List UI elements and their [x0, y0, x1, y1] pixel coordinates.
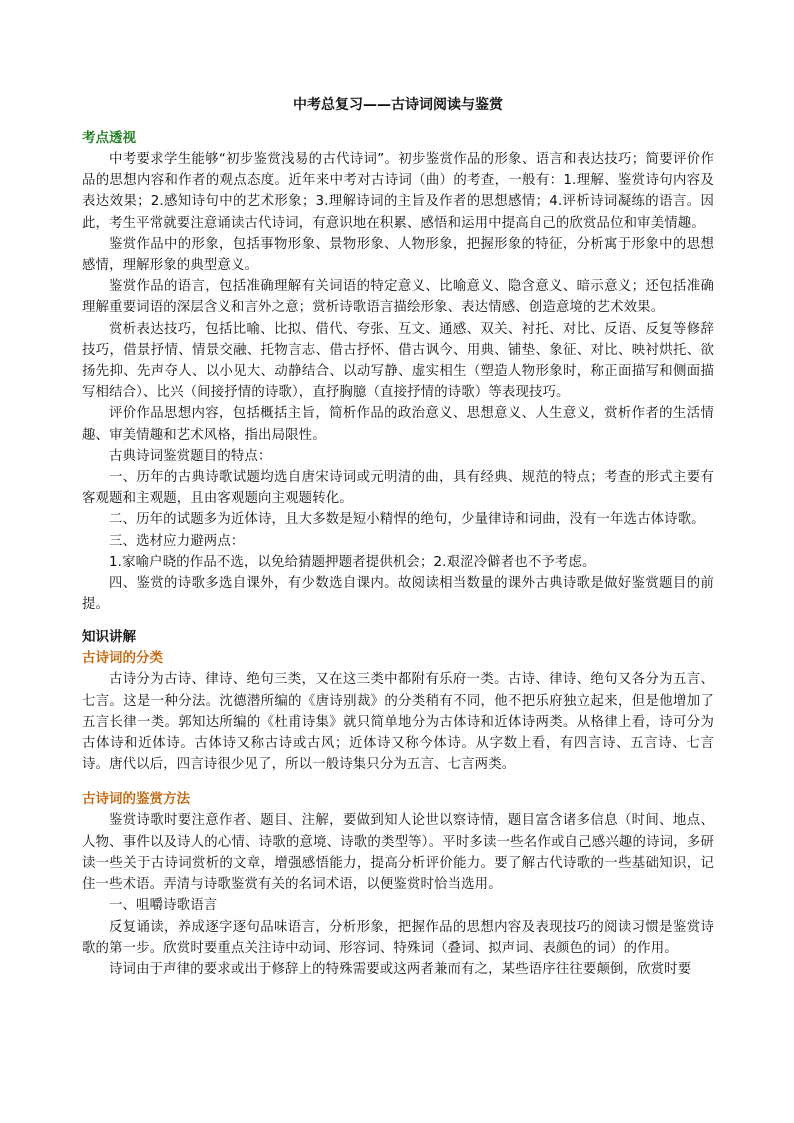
section-heading-exam-focus: 考点透视	[82, 130, 136, 146]
paragraph: 诗词由于声律的要求或出于修辞上的特殊需要或这两者兼而有之，某些语序往往要颠倒，欣赏时要	[109, 961, 692, 977]
paragraph: 鉴赏作品的语言，包括准确理解有关词语的特定意义、比喻意义、隐含意义、暗示意义；还包括准确理解重要词语的深层含义和言外之意；赏析诗歌语言描绘形象、表达情感、创造意境的艺术效果。	[82, 279, 714, 316]
paragraph: 中考要求学生能够“初步鉴赏浅易的古代诗词”。初步鉴赏作品的形象、语言和表达技巧；简要评价作品的思想内容和作者的观点态度。近年来中考对古诗词（曲）的考查，一般有：1.理解、鉴赏诗句内容及表达效果；2.感知诗句中的艺术形象；3.理解诗词的主旨及作者的思想感情；4.评析诗词凝练的语言。因此，考生平常就要注意诵读古代诗词，有意识地在积累、感悟和运用中提高自己的欣赏品位和审美情趣。	[82, 152, 714, 231]
page-title: 中考总复习——古诗词阅读与鉴赏	[293, 97, 503, 113]
section-heading-knowledge: 知识讲解	[82, 629, 136, 646]
paragraph: 评价作品思想内容，包括概括主旨，简析作品的政治意义、思想意义、人生意义，赏析作者的生活情趣、审美情趣和艺术风格，指出局限性。	[82, 406, 714, 443]
paragraph: 1.家喻户晓的作品不选，以免给猜题押题者提供机会；2.艰涩冷僻者也不予考虑。	[109, 554, 596, 570]
paragraph: 鉴赏诗歌时要注意作者、题目、注解，要做到知人论世以察诗情，题目富含诸多信息（时间、地点、人物、事件以及诗人的心情、诗歌的意境、诗歌的类型等）。平时多读一些名作或自己感兴趣的诗词，多研读一些关于古诗词赏析的文章，增强感悟能力，提高分析评价能力。要了解古代诗歌的一些基础知识，记住一些术语。弄清与诗歌鉴赏有关的名词术语，以便鉴赏时恰当选用。	[82, 813, 714, 893]
paragraph: 赏析表达技巧，包括比喻、比拟、借代、夸张、互文、通感、双关、衬托、对比、反语、反复等修辞技巧，借景抒情、情景交融、托物言志、借古抒怀、借古讽今、用典、铺垫、象征、对比、映衬烘托、欲扬先抑、先声夺人、以小见大、动静结合、以动写静、虚实相生（塑造人物形象时，称正面描写和侧面描写相结合）、比兴（间接抒情的诗歌），直抒胸臆（直接抒情的诗歌）等表现技巧。	[82, 321, 714, 401]
spacer	[82, 775, 714, 789]
subsection-heading-methods: 古诗词的鉴赏方法	[82, 791, 190, 808]
subsection-heading-classification: 古诗词的分类	[82, 650, 163, 667]
paragraph: 古诗分为古诗、律诗、绝句三类，又在这三类中都附有乐府一类。古诗、律诗、绝句又各分为五言、七言。这是一种分法。沈德潜所编的《唐诗别裁》的分类稍有不同，他不把乐府独立起来，但是他增加了五言长律一类。郭知达所编的《杜甫诗集》就只简单地分为古体诗和近体诗两类。从格律上看，诗可分为古体诗和近体诗。古体诗又称古诗或古风；近体诗又称今体诗。从字数上看，有四言诗、五言诗、七言诗。唐代以后，四言诗很少见了，所以一般诗集只分为五言、七言两类。	[82, 672, 714, 773]
spacer	[82, 615, 714, 627]
paragraph: 四、鉴赏的诗歌多选自课外，有少数选自课内。故阅读相当数量的课外古典诗歌是做好鉴赏题目的前提。	[82, 576, 714, 613]
paragraph: 反复诵读，养成逐字逐句品味语言，分析形象，把握作品的思想内容及表现技巧的阅读习惯是鉴赏诗歌的第一步。欣赏时要重点关注诗中动词、形容词、特殊词（叠词、拟声词、表颜色的词）的作用。	[82, 919, 714, 956]
document-body	[82, 94, 714, 980]
paragraph: 一、咀嚼诗歌语言	[109, 898, 218, 914]
paragraph: 一、历年的古典诗歌试题均选自唐宋诗词或元明清的曲，具有经典、规范的特点；考查的形式主要有客观题和主观题，且由客观题向主观题转化。	[82, 470, 714, 507]
paragraph: 二、历年的试题多为近体诗，且大多数是短小精悍的绝句，少量律诗和词曲，没有一年选古体诗歌。	[109, 512, 705, 528]
paragraph: 三、选材应力避两点：	[109, 533, 245, 549]
paragraph: 鉴赏作品中的形象，包括事物形象、景物形象、人物形象，把握形象的特征，分析寓于形象中的思想感情，理解形象的典型意义。	[82, 236, 714, 274]
paragraph: 古典诗词鉴赏题目的特点：	[109, 448, 272, 464]
